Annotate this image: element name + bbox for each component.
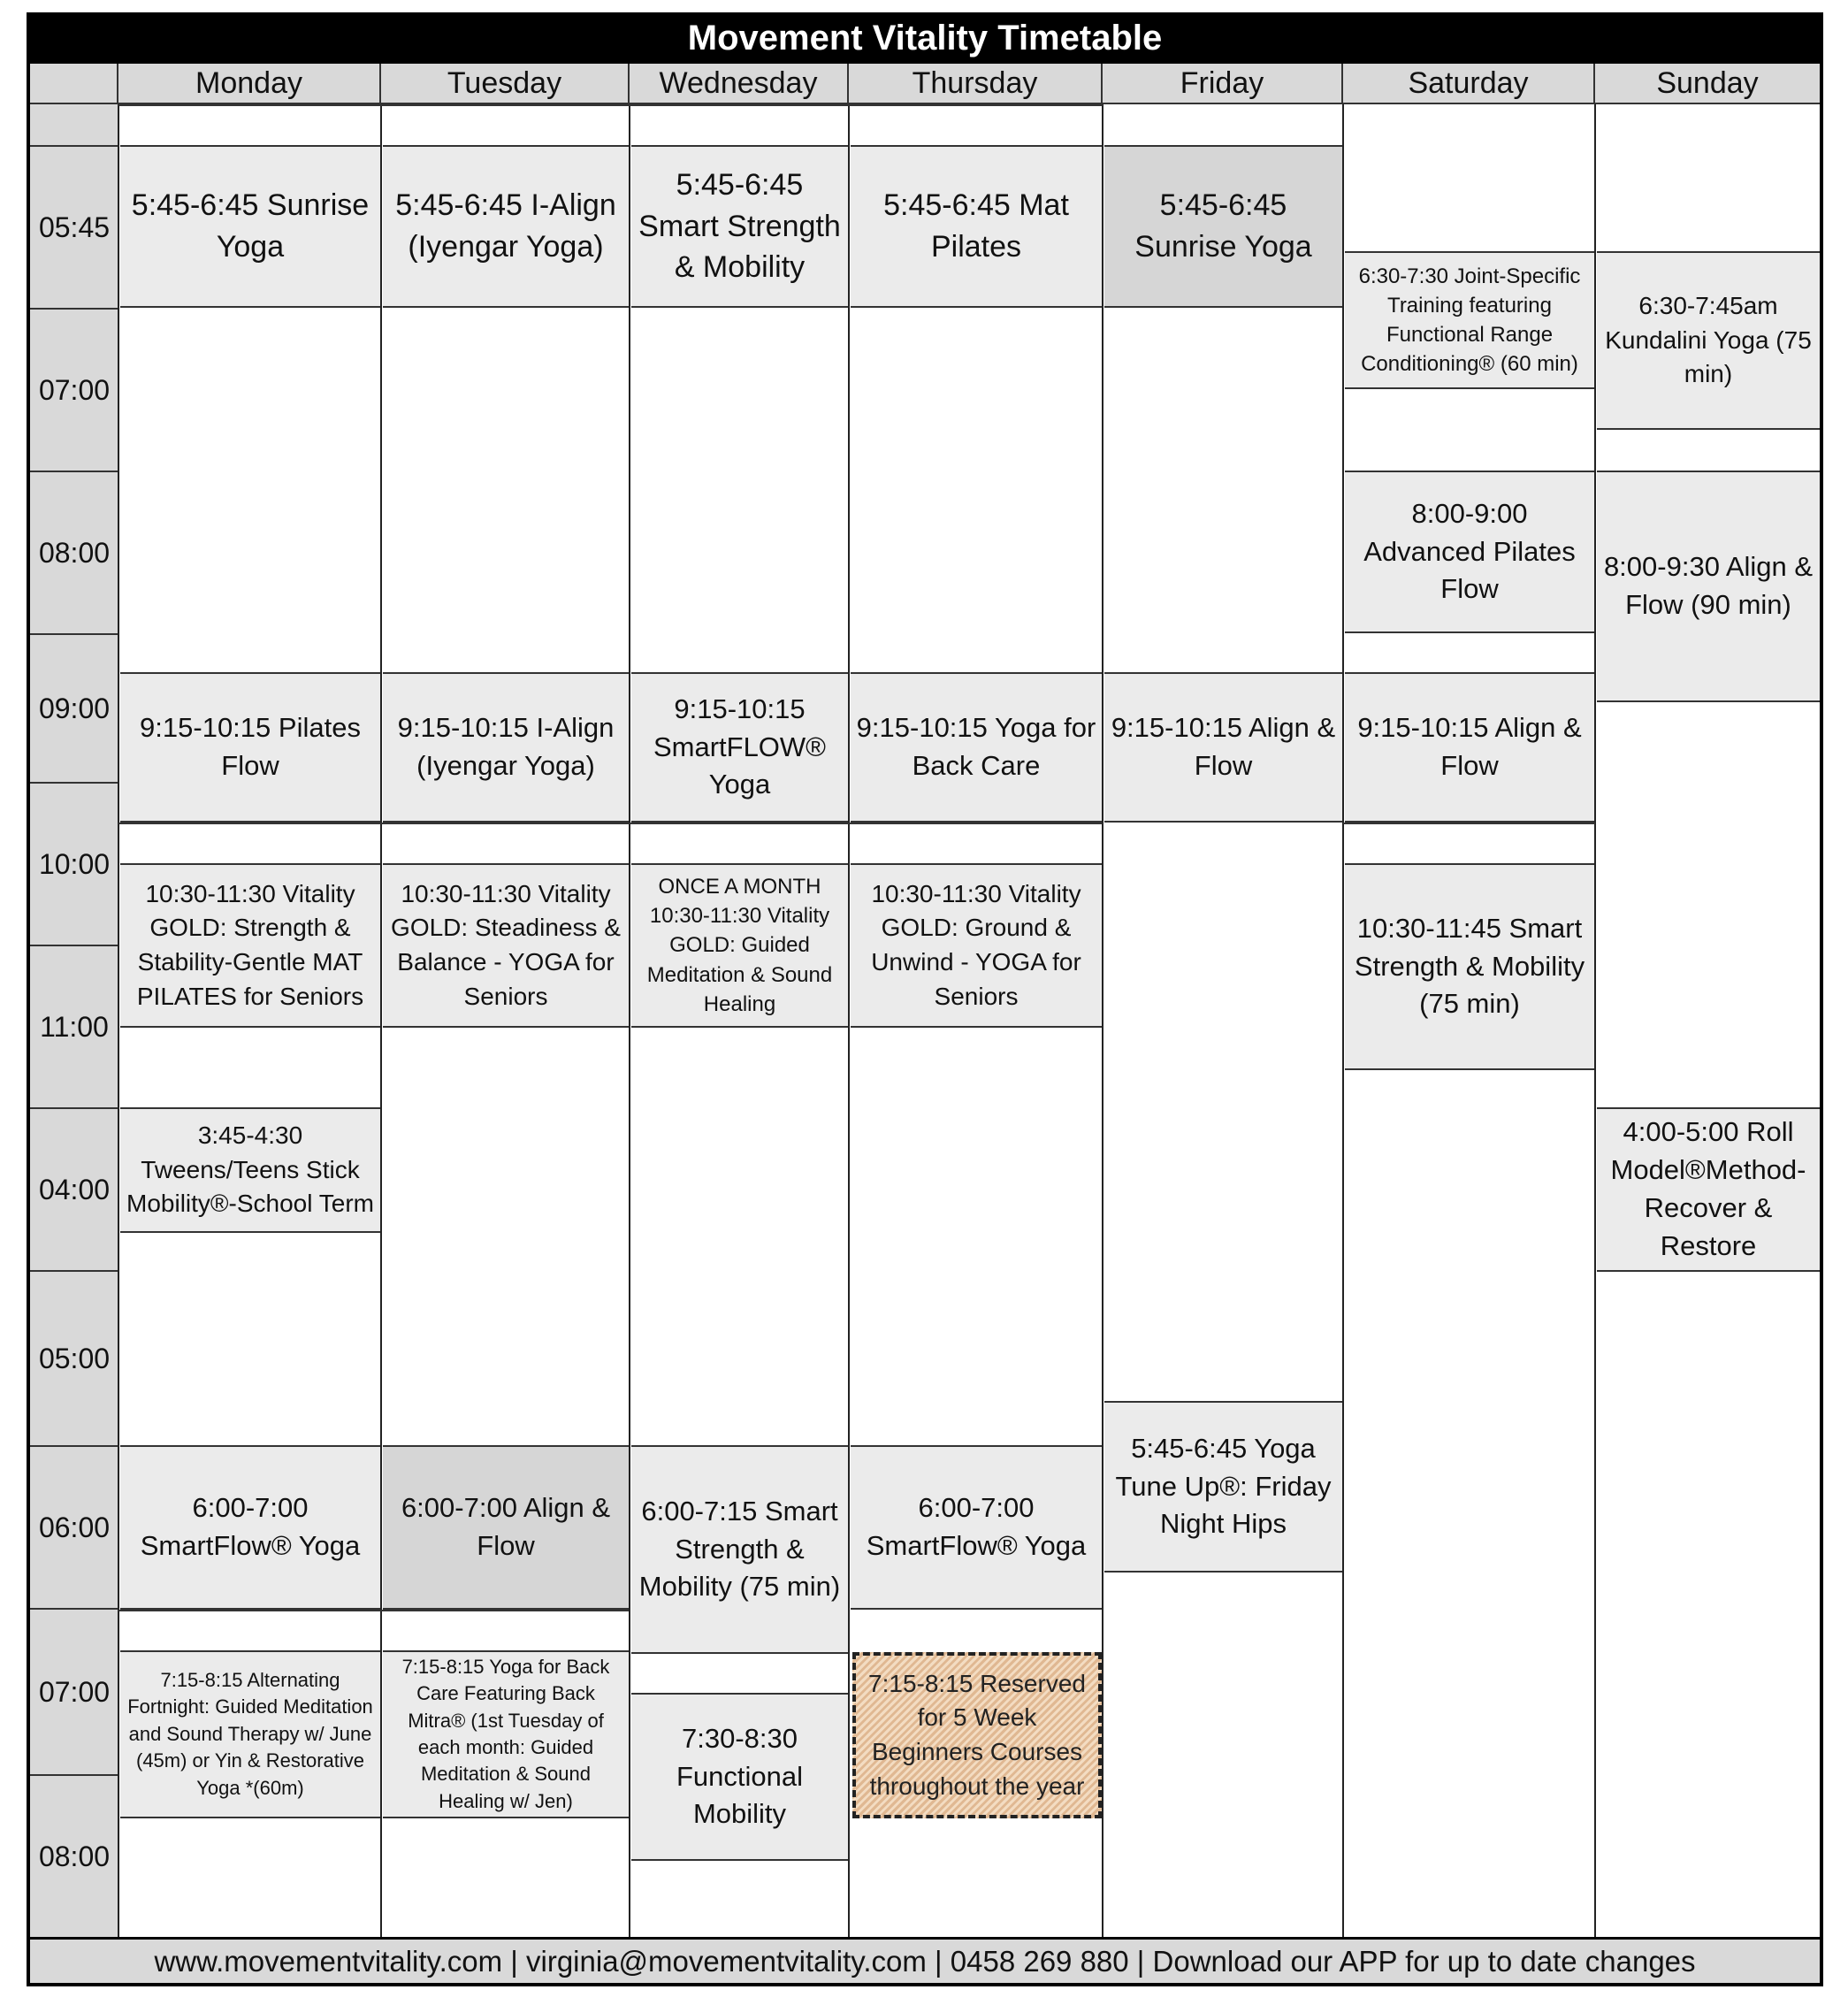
class-block-tuesday: 10:30-11:30 Vitality GOLD: Steadiness & Balance - YOGA for Seniors xyxy=(383,863,629,1028)
footer-contact: www.movementvitality.com | virginia@movementvitality.com | 0458 269 880 | Download our APP for up to date changes xyxy=(30,1937,1820,1983)
time-label: 08:00 xyxy=(30,471,118,633)
class-block-wednesday xyxy=(631,863,848,1028)
timetable-title: Movement Vitality Timetable xyxy=(27,12,1823,64)
class-block-friday: 5:45-6:45 Yoga Tune Up®: Friday Night Hips xyxy=(1104,1401,1342,1573)
column-divider xyxy=(380,104,382,1937)
class-block-saturday: 6:30-7:30 Joint-Specific Training featuring Functional Range Conditioning® (60 min) xyxy=(1345,251,1594,389)
class-text: 10:30-11:30 Vitality GOLD: Guided Meditation & Sound Healing xyxy=(646,904,833,1016)
class-block-wednesday: 7:30-8:30 Functional Mobility xyxy=(631,1693,848,1861)
class-block-wednesday: 5:45-6:45 Smart Strength & Mobility xyxy=(631,145,848,308)
class-block-sunday: 8:00-9:30 Align & Flow (90 min) xyxy=(1597,471,1820,702)
corner-header xyxy=(30,64,118,104)
class-block-tuesday: 7:15-8:15 Yoga for Back Care Featuring Back Mitra® (1st Tuesday of each month: Guided Meditation & Sound Healing w/ Jen) xyxy=(383,1650,629,1818)
row-divider xyxy=(118,104,1103,106)
class-block-tuesday: 9:15-10:15 I-Align (Iyengar Yoga) xyxy=(383,672,629,823)
time-label: 07:00 xyxy=(30,1608,118,1774)
class-block-wednesday: 6:00-7:15 Smart Strength & Mobility (75 min) xyxy=(631,1445,848,1654)
day-header-sunday: Sunday xyxy=(1595,64,1820,104)
column-divider xyxy=(1342,104,1344,1937)
time-label: 04:00 xyxy=(30,1107,118,1270)
class-block-tuesday: 5:45-6:45 I-Align (Iyengar Yoga) xyxy=(383,145,629,308)
class-block-friday: 9:15-10:15 Align & Flow xyxy=(1104,672,1342,823)
class-block-monday: 10:30-11:30 Vitality GOLD: Strength & Stability-Gentle MAT PILATES for Seniors xyxy=(120,863,380,1028)
column-divider xyxy=(848,104,850,1937)
time-label: 06:00 xyxy=(30,1445,118,1608)
class-block-thursday: 9:15-10:15 Yoga for Back Care xyxy=(851,672,1102,823)
time-label: 05:00 xyxy=(30,1270,118,1445)
class-block-monday: 9:15-10:15 Pilates Flow xyxy=(120,672,380,823)
time-label: 11:00 xyxy=(30,945,118,1107)
time-label: 07:00 xyxy=(30,308,118,471)
day-header-tuesday: Tuesday xyxy=(381,64,630,104)
day-header-friday: Friday xyxy=(1103,64,1343,104)
class-block-monday: 3:45-4:30 Tweens/Teens Stick Mobility®-School Term xyxy=(120,1107,380,1233)
class-block-thursday: 5:45-6:45 Mat Pilates xyxy=(851,145,1102,308)
class-block-saturday: 9:15-10:15 Align & Flow xyxy=(1345,672,1594,823)
time-label: 05:45 xyxy=(30,145,118,308)
column-divider xyxy=(629,104,630,1937)
day-header-thursday: Thursday xyxy=(849,64,1103,104)
class-block-thursday: 10:30-11:30 Vitality GOLD: Ground & Unwind - YOGA for Seniors xyxy=(851,863,1102,1028)
class-block-monday: 7:15-8:15 Alternating Fortnight: Guided Meditation and Sound Therapy w/ June (45m) or Yin & Restorative Yoga *(60m) xyxy=(120,1650,380,1818)
class-block-thursday: 6:00-7:00 SmartFlow® Yoga xyxy=(851,1445,1102,1610)
time-label: 09:00 xyxy=(30,633,118,782)
class-block-friday: 5:45-6:45 Sunrise Yoga xyxy=(1104,145,1342,308)
day-header-wednesday: Wednesday xyxy=(630,64,849,104)
day-header-monday: Monday xyxy=(118,64,381,104)
day-header-saturday: Saturday xyxy=(1343,64,1595,104)
class-block-sunday: 6:30-7:45am Kundalini Yoga (75 min) xyxy=(1597,251,1820,430)
reserved-block-thursday: 7:15-8:15 Reserved for 5 Week Beginners Courses throughout the year xyxy=(852,1652,1102,1818)
class-block-monday: 6:00-7:00 SmartFlow® Yoga xyxy=(120,1445,380,1610)
class-block-tuesday: 6:00-7:00 Align & Flow xyxy=(383,1445,629,1610)
time-label: 08:00 xyxy=(30,1774,118,1937)
column-divider xyxy=(1102,104,1103,1937)
row-divider xyxy=(1343,823,1595,824)
class-note: ONCE A MONTH xyxy=(658,875,821,899)
class-block-monday: 5:45-6:45 Sunrise Yoga xyxy=(120,145,380,308)
class-block-saturday: 8:00-9:00 Advanced Pilates Flow xyxy=(1345,471,1594,633)
row-divider xyxy=(118,1610,629,1611)
time-label: 10:00 xyxy=(30,782,118,945)
class-block-wednesday: 9:15-10:15 SmartFLOW® Yoga xyxy=(631,672,848,823)
class-block-saturday: 10:30-11:45 Smart Strength & Mobility (75 min) xyxy=(1345,863,1594,1070)
column-divider xyxy=(1594,104,1596,1937)
row-divider xyxy=(118,823,1103,824)
column-divider xyxy=(118,104,119,1937)
class-block-sunday: 4:00-5:00 Roll Model®Method-Recover & Restore xyxy=(1597,1107,1820,1272)
